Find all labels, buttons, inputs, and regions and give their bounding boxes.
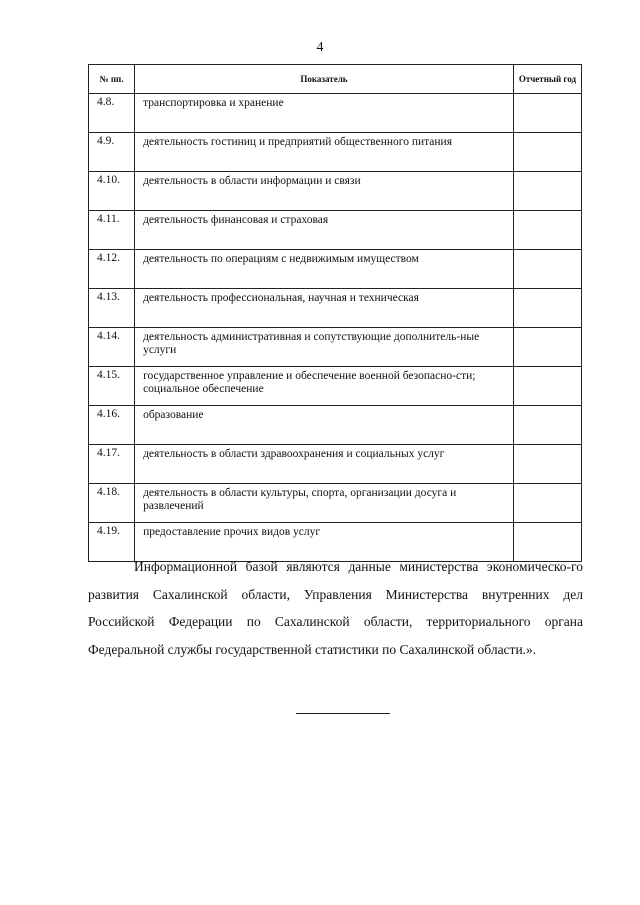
row-value xyxy=(513,172,581,211)
row-indicator: деятельность по операциям с недвижимым имуществом xyxy=(135,250,514,289)
row-number: 4.9. xyxy=(89,133,135,172)
row-indicator: государственное управление и обеспечение военной безопасно-сти; социальное обеспечение xyxy=(135,367,514,406)
header-indicator: Показатель xyxy=(135,65,514,94)
page-number: 4 xyxy=(316,40,324,55)
row-indicator: предоставление прочих видов услуг xyxy=(135,523,514,562)
row-number: 4.18. xyxy=(89,484,135,523)
table-row xyxy=(89,94,582,133)
row-value xyxy=(513,445,581,484)
row-number: 4.17. xyxy=(89,445,135,484)
table-row xyxy=(89,445,582,484)
row-indicator: деятельность в области здравоохранения и социальных услуг xyxy=(135,445,514,484)
row-value xyxy=(513,406,581,445)
row-indicator: деятельность профессиональная, научная и техническая xyxy=(135,289,514,328)
header-number: № пп. xyxy=(89,65,135,94)
table-row xyxy=(89,328,582,367)
row-number: 4.19. xyxy=(89,523,135,562)
row-value xyxy=(513,211,581,250)
row-number: 4.14. xyxy=(89,328,135,367)
table-row xyxy=(89,172,582,211)
row-value xyxy=(513,367,581,406)
row-value xyxy=(513,328,581,367)
table-row xyxy=(89,211,582,250)
table-row xyxy=(89,133,582,172)
row-value xyxy=(513,250,581,289)
row-number: 4.15. xyxy=(89,367,135,406)
table-row xyxy=(89,367,582,406)
table-row xyxy=(89,250,582,289)
row-number: 4.11. xyxy=(89,211,135,250)
row-value xyxy=(513,94,581,133)
row-number: 4.16. xyxy=(89,406,135,445)
table-header-row xyxy=(89,65,582,94)
row-number: 4.13. xyxy=(89,289,135,328)
row-indicator: деятельность административная и сопутствующие дополнитель-ные услуги xyxy=(135,328,514,367)
table-row xyxy=(89,289,582,328)
row-number: 4.10. xyxy=(89,172,135,211)
row-indicator: транспортировка и хранение xyxy=(135,94,514,133)
row-indicator: деятельность в области культуры, спорта, организации досуга и развлечений xyxy=(135,484,514,523)
table-row xyxy=(89,406,582,445)
row-indicator: деятельность в области информации и связи xyxy=(135,172,514,211)
header-reporting-year: Отчетный год xyxy=(513,65,581,94)
row-value xyxy=(513,289,581,328)
row-value xyxy=(513,133,581,172)
row-number: 4.12. xyxy=(89,250,135,289)
row-indicator: деятельность гостиниц и предприятий общественного питания xyxy=(135,133,514,172)
closing-separator-line xyxy=(296,713,390,714)
row-indicator: деятельность финансовая и страховая xyxy=(135,211,514,250)
information-base-paragraph: Информационной базой являются данные министерства экономическо-го развития Сахалинской области, Управления Министерства внутренних дел Российской Федерации по Сахалинской области, территориального органа Федеральной службы государственной статистики по Сахалинской области.». xyxy=(88,559,583,657)
indicators-table xyxy=(88,64,582,562)
row-number: 4.8. xyxy=(89,94,135,133)
table-row xyxy=(89,484,582,523)
row-indicator: образование xyxy=(135,406,514,445)
row-value xyxy=(513,484,581,523)
